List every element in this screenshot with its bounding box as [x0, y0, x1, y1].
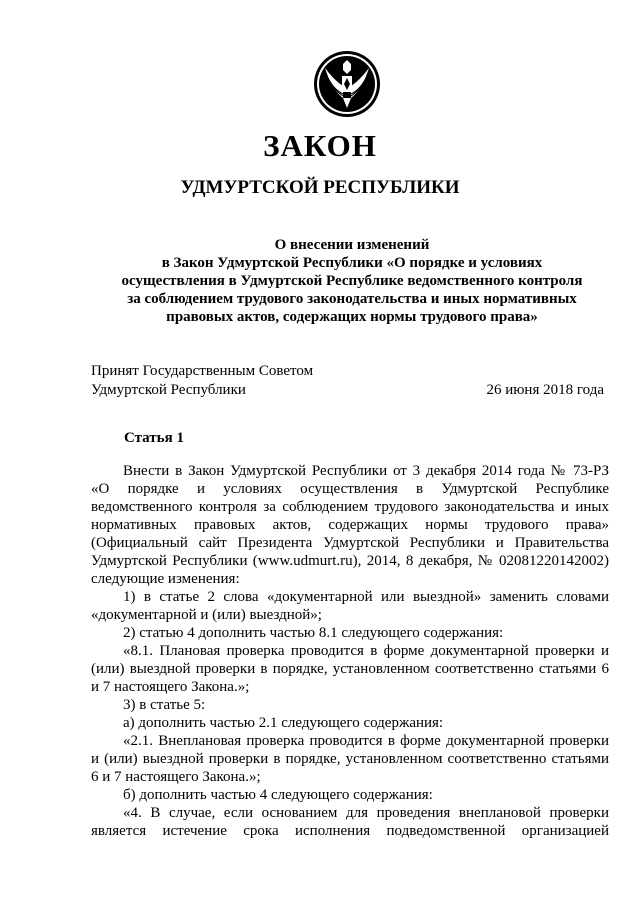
paragraph-line: а) дополнить частью 2.1 следующего содержания:	[123, 715, 444, 731]
paragraph-line: и 7 настоящего Закона.»;	[91, 679, 250, 695]
paragraph-line: является истечение срока исполнения подведомственной организацией	[91, 823, 609, 839]
heading-line: осуществления в Удмуртской Республике ведомственного контроля	[121, 273, 583, 289]
paragraph-line: Внести в Закон Удмуртской Республики от 3 декабря 2014 года № 73-РЗ	[123, 463, 609, 479]
paragraph-line: и (или) выездной проверки в порядке, установленном соответственно статьями	[91, 751, 609, 767]
law-heading	[80, 236, 624, 326]
adoption-date: 26 июня 2018 года	[486, 382, 604, 398]
paragraph-line: (Официальный сайт Президента Удмуртской Республики и Правительства	[91, 535, 609, 551]
article-body	[91, 462, 609, 840]
paragraph-line: нормативных правовых актов, содержащих нормы трудового права»	[91, 517, 609, 533]
paragraph-line: б) дополнить частью 4 следующего содержания:	[123, 787, 433, 803]
adopted-by-line: Удмуртской Республики	[91, 382, 246, 398]
paragraph-line: ведомственного контроля за соблюдением трудового законодательства и иных	[91, 499, 609, 515]
adoption-block	[91, 362, 604, 400]
paragraph-line: 3) в статье 5:	[123, 697, 206, 713]
paragraph-line: 1) в статье 2 слова «документарной или выездной» заменить словами	[123, 589, 609, 605]
paragraph-line: «документарной и (или) выездной»;	[91, 607, 322, 623]
heading-line: правовых актов, содержащих нормы трудового права»	[166, 309, 538, 325]
paragraph-line: «О порядке и условиях осуществления в Удмуртской Республике	[91, 481, 609, 497]
paragraph-line: следующие изменения:	[91, 571, 240, 587]
paragraph-line: «2.1. Внеплановая проверка проводится в форме документарной проверки	[123, 733, 609, 749]
paragraph-line: 2) статью 4 дополнить частью 8.1 следующего содержания:	[123, 625, 504, 641]
paragraph-line: «4. В случае, если основанием для проведения внеплановой проверки	[123, 805, 609, 821]
article-title: Статья 1	[124, 430, 184, 446]
document-title: ЗАКОН	[263, 128, 377, 163]
paragraph-line: 6 и 7 настоящего Закона.»;	[91, 769, 261, 785]
heading-line: за соблюдением трудового законодательства и иных нормативных	[127, 291, 577, 307]
paragraph-line: (или) выездной проверки в порядке, установленном соответственно статьями 6	[91, 661, 609, 677]
heading-line: в Закон Удмуртской Республики «О порядке и условиях	[161, 255, 543, 271]
coat-of-arms-icon	[313, 50, 381, 118]
paragraph-line: «8.1. Плановая проверка проводится в форме документарной проверки и	[123, 643, 609, 659]
heading-line: О внесении изменений	[274, 237, 430, 253]
document-subtitle: УДМУРТСКОЙ РЕСПУБЛИКИ	[180, 177, 460, 198]
adopted-by-line: Принят Государственным Советом	[91, 363, 314, 379]
paragraph-line: Удмуртской Республики (www.udmurt.ru), 2014, 8 декабря, № 02081220142002)	[91, 553, 609, 569]
